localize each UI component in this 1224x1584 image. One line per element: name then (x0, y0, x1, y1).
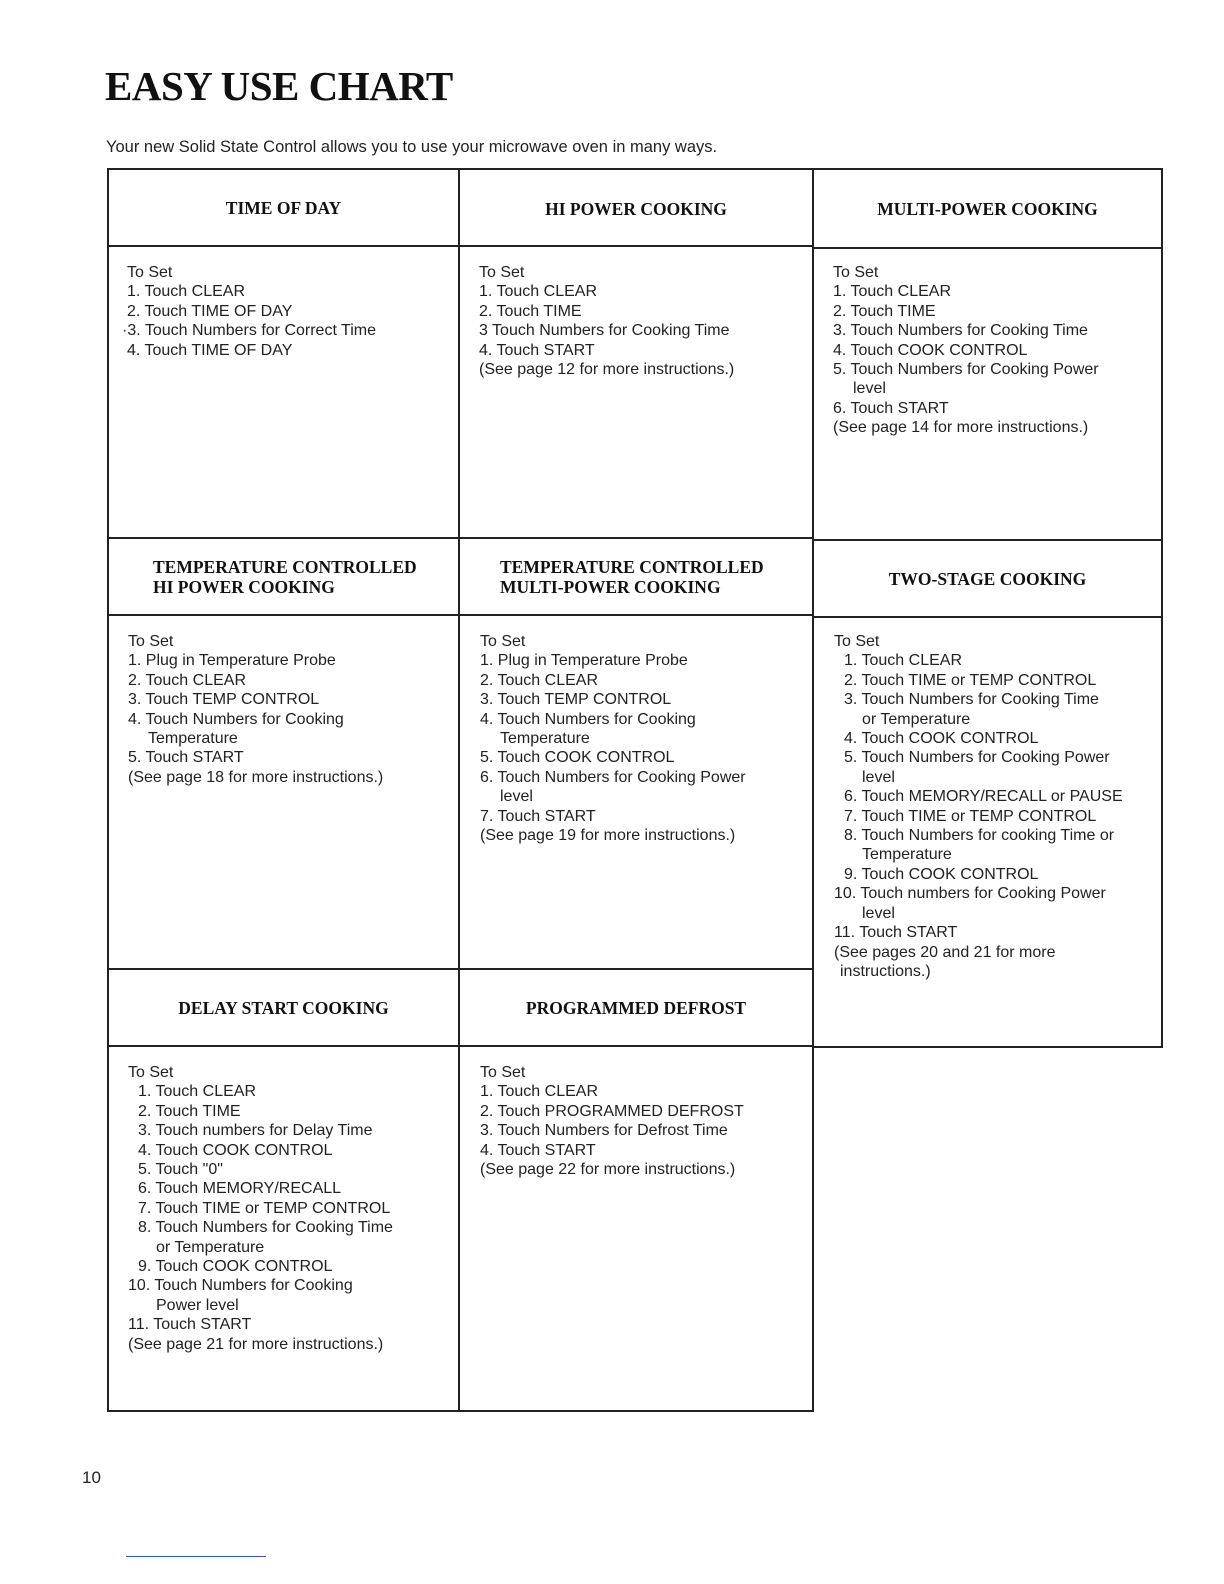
step: 10. Touch numbers for Cooking Power (834, 885, 1106, 903)
step: 1. Touch CLEAR (479, 283, 597, 301)
temp-hi-power-instructions (128, 632, 383, 787)
step: 10. Touch Numbers for Cooking (128, 1277, 353, 1295)
step: 2. Touch TIME (479, 302, 582, 320)
step-continuation: Power level (156, 1296, 239, 1314)
step: 5. Touch Numbers for Cooking Power (844, 749, 1110, 767)
step: 11. Touch START (834, 924, 958, 942)
programmed-defrost-heading-text: PROGRAMMED DEFROST (525, 997, 747, 1018)
time-of-day-instructions (122, 263, 377, 360)
step: 1. Plug in Temperature Probe (128, 652, 336, 670)
see-page-note: (See page 19 for more instructions.) (480, 827, 736, 845)
step-continuation: level (862, 768, 895, 786)
step: 4. Touch COOK CONTROL (138, 1141, 333, 1159)
step: 3 Touch Numbers for Cooking Time (479, 322, 730, 340)
step: 2. Touch TIME OF DAY (127, 302, 293, 320)
step-continuation: level (500, 788, 533, 806)
step: 2. Touch CLEAR (128, 671, 246, 689)
step: 4. Touch TIME OF DAY (127, 341, 293, 359)
to-set-label: To Set (128, 1064, 174, 1081)
step: 5. Touch COOK CONTROL (480, 749, 675, 767)
step: 1. Touch CLEAR (480, 1083, 598, 1101)
temp-hi-power-heading-line1: TEMPERATURE CONTROLLED (153, 556, 417, 577)
step: 1. Touch CLEAR (138, 1083, 256, 1101)
step: 7. Touch START (480, 807, 596, 825)
step: 4. Touch COOK CONTROL (844, 730, 1039, 748)
step: 7. Touch TIME or TEMP CONTROL (138, 1199, 391, 1217)
step: 6. Touch MEMORY/RECALL (138, 1180, 342, 1198)
temp-hi-power-heading (107, 537, 460, 616)
step: 4. Touch START (480, 1141, 596, 1159)
two-stage-heading (812, 539, 1163, 618)
step: 1. Touch CLEAR (833, 283, 951, 301)
to-set-label: To Set (479, 264, 525, 281)
delay-start-heading-text: DELAY START COOKING (178, 997, 389, 1018)
page-number: 10 (82, 1468, 101, 1487)
step: 5. Touch "0" (138, 1161, 223, 1179)
step: 1. Touch CLEAR (844, 652, 962, 670)
step: 11. Touch START (128, 1316, 252, 1334)
delay-start-heading (107, 968, 460, 1047)
step: 2. Touch TIME or TEMP CONTROL (844, 671, 1097, 689)
see-page-note-continuation: instructions.) (840, 962, 931, 980)
step: 7. Touch TIME or TEMP CONTROL (844, 807, 1097, 825)
multi-power-heading-text: MULTI-POWER COOKING (877, 198, 1098, 219)
to-set-label: To Set (834, 633, 880, 650)
time-of-day-heading (107, 168, 460, 247)
temp-multi-power-instructions (480, 632, 746, 845)
temp-multi-power-heading-line2: MULTI-POWER COOKING (500, 576, 721, 597)
step: 3. Touch TEMP CONTROL (480, 691, 672, 709)
step: 8. Touch Numbers for Cooking Time (138, 1219, 393, 1237)
step: 5. Touch START (128, 749, 244, 767)
to-set-label: To Set (127, 264, 173, 281)
step-continuation: Temperature (148, 730, 238, 748)
multi-power-heading (812, 168, 1163, 249)
multi-power-instructions (833, 263, 1099, 438)
see-page-note: (See page 21 for more instructions.) (128, 1335, 384, 1353)
temp-hi-power-heading-line2: HI POWER COOKING (153, 576, 335, 597)
step: 6. Touch MEMORY/RECALL or PAUSE (844, 788, 1123, 806)
to-set-label: To Set (480, 1064, 526, 1081)
step: 1. Plug in Temperature Probe (480, 652, 688, 670)
step: 4. Touch Numbers for Cooking (480, 710, 696, 728)
see-page-note: (See page 22 for more instructions.) (480, 1161, 736, 1179)
step-continuation: or Temperature (862, 710, 971, 728)
step: 3. Touch Numbers for Cooking Time (833, 322, 1088, 340)
step: ·3. Touch Numbers for Correct Time (122, 322, 377, 340)
delay-start-instructions (128, 1063, 393, 1354)
see-page-note: (See page 12 for more instructions.) (479, 361, 735, 379)
step: 3. Touch TEMP CONTROL (128, 691, 320, 709)
step: 1. Touch CLEAR (127, 283, 245, 301)
programmed-defrost-heading (458, 968, 814, 1047)
to-set-label: To Set (833, 264, 879, 281)
step: 6. Touch Numbers for Cooking Power (480, 768, 746, 786)
programmed-defrost-instructions (480, 1063, 744, 1179)
two-stage-heading-text: TWO-STAGE COOKING (888, 568, 1087, 589)
step-continuation: Temperature (500, 730, 590, 748)
step-continuation: level (862, 904, 895, 922)
step: 2. Touch CLEAR (480, 671, 598, 689)
step: 4. Touch Numbers for Cooking (128, 710, 344, 728)
step-continuation: or Temperature (156, 1238, 265, 1256)
to-set-label: To Set (128, 633, 174, 650)
hi-power-heading (458, 168, 814, 249)
step: 5. Touch Numbers for Cooking Power (833, 361, 1099, 379)
step-continuation: Temperature (862, 846, 952, 864)
see-page-note: (See pages 20 and 21 for more (834, 943, 1056, 961)
step: 2. Touch PROGRAMMED DEFROST (480, 1102, 744, 1120)
step: 8. Touch Numbers for cooking Time or (844, 827, 1115, 845)
page-title: EASY USE CHART (105, 63, 453, 109)
step: 6. Touch START (833, 399, 949, 417)
step: 3. Touch Numbers for Cooking Time (844, 691, 1099, 709)
footer-divider (126, 1556, 266, 1557)
step: 9. Touch COOK CONTROL (138, 1258, 333, 1276)
step: 2. Touch TIME (833, 302, 936, 320)
step: 4. Touch START (479, 341, 595, 359)
temp-multi-power-heading (458, 537, 814, 616)
hi-power-instructions (479, 263, 734, 379)
step: 3. Touch Numbers for Defrost Time (480, 1122, 728, 1140)
hi-power-heading-text: HI POWER COOKING (545, 198, 727, 219)
see-page-note: (See page 14 for more instructions.) (833, 419, 1089, 437)
intro-text: Your new Solid State Control allows you to use your microwave oven in many ways. (106, 138, 718, 156)
two-stage-instructions (834, 632, 1123, 981)
to-set-label: To Set (480, 633, 526, 650)
step: 9. Touch COOK CONTROL (844, 865, 1039, 883)
step: 3. Touch numbers for Delay Time (138, 1122, 373, 1140)
step-continuation: level (853, 380, 886, 398)
step: 2. Touch TIME (138, 1102, 241, 1120)
temp-multi-power-heading-line1: TEMPERATURE CONTROLLED (500, 556, 764, 577)
time-of-day-heading-text: TIME OF DAY (225, 197, 342, 218)
see-page-note: (See page 18 for more instructions.) (128, 768, 384, 786)
step: 4. Touch COOK CONTROL (833, 341, 1028, 359)
